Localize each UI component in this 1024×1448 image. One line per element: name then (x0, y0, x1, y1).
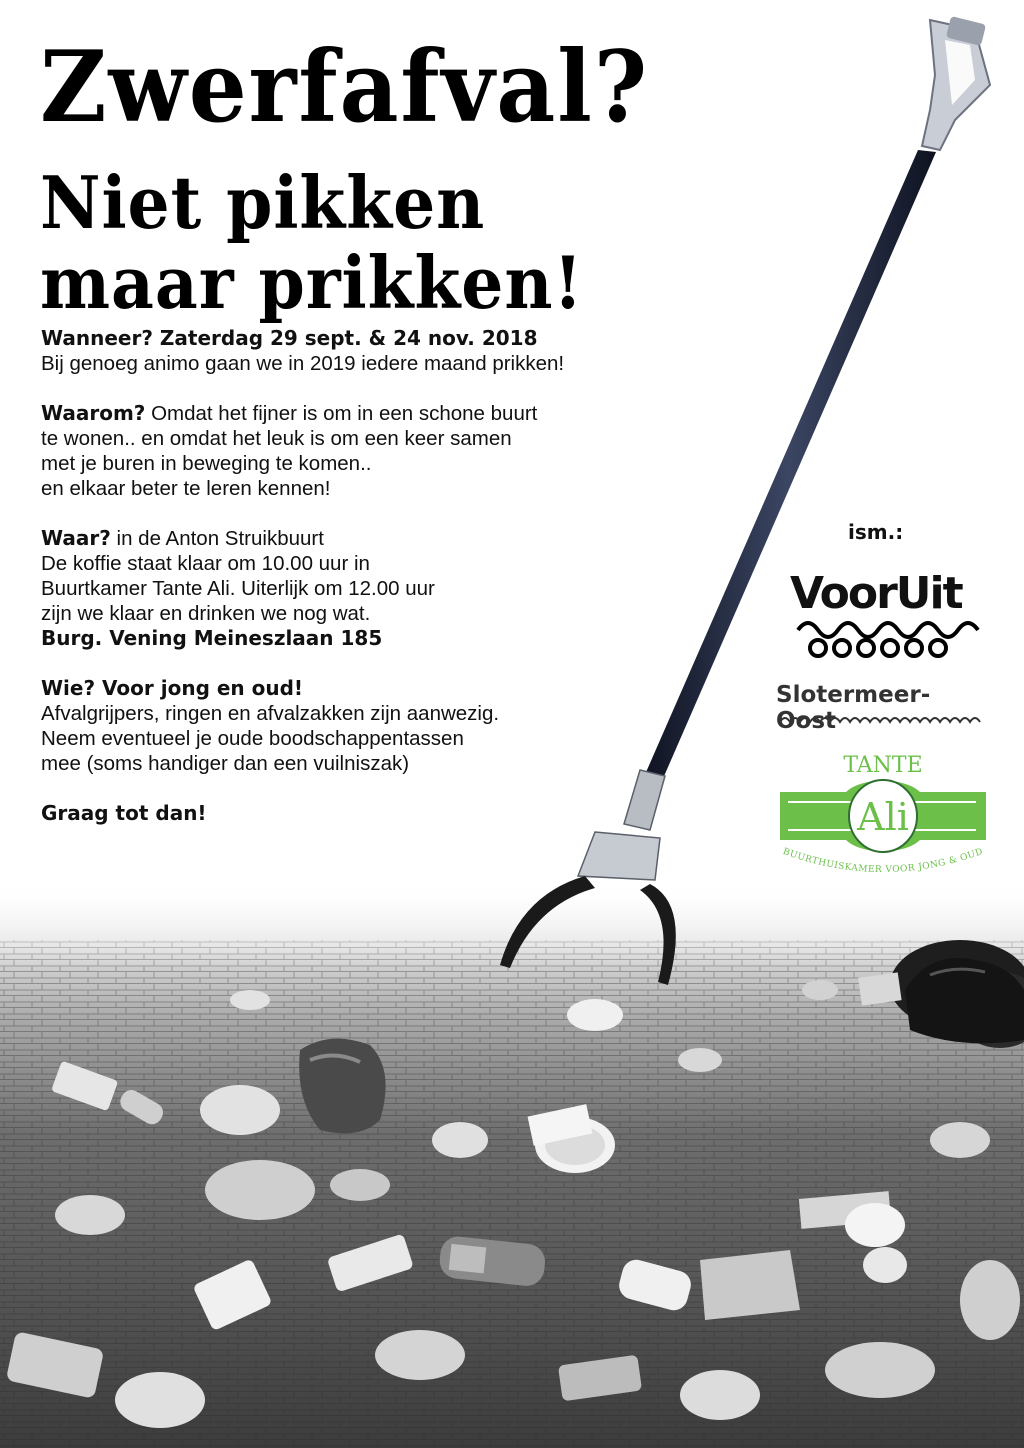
tante-text: TANTE (843, 753, 923, 778)
partners-label: ism.: (848, 520, 904, 544)
where-place: in de Anton Struikbuurt (116, 527, 324, 550)
headline-sub1: Niet pikken (40, 160, 486, 245)
when-note: Bij genoeg animo gaan we in 2019 iedere maand prikken! (41, 352, 565, 375)
tante-ali-emblem-icon (776, 752, 990, 882)
headline-sub2: maar prikken! (40, 240, 584, 325)
headline-main: Zwerfafval? (40, 30, 649, 145)
why-label: Waarom? (41, 401, 146, 425)
slotermeer-oost-logo (776, 682, 990, 732)
why-line-1: Omdat het fijner is om in een schone buurt (151, 402, 538, 425)
voorUit-wave-icon (790, 568, 980, 668)
why-line-3: met je buren in beweging te komen.. (41, 452, 372, 475)
tante-ali-logo (776, 752, 990, 882)
when-heading (41, 326, 661, 351)
voorUit-logo-text: VoorUit (790, 568, 962, 619)
when-label: Wanneer? (41, 326, 153, 350)
slotermeer-logo-text: Slotermeer-Oost (776, 682, 931, 734)
slotermeer-wave-icon (776, 682, 990, 732)
voorUit-logo (790, 568, 980, 668)
closing-text: Graag tot dan! (41, 801, 207, 825)
when-block (41, 326, 661, 376)
where-label: Waar? (41, 526, 111, 550)
why-line-4: en elkaar beter te leren kennen! (41, 477, 331, 500)
when-date: Zaterdag 29 sept. & 24 nov. 2018 (159, 326, 538, 350)
where-line-2: Buurtkamer Tante Ali. Uiterlijk om 12.00 uur (41, 577, 435, 600)
who-heading: Wie? Voor jong en oud! (41, 676, 304, 700)
who-line-1: Afvalgrijpers, ringen en afvalzakken zijn aanwezig. (41, 702, 500, 725)
who-line-2: Neem eventueel je oude boodschappentassen (41, 727, 464, 750)
where-address: Burg. Vening Meineszlaan 185 (41, 626, 383, 650)
ali-text: Ali (857, 795, 909, 839)
where-line-3: zijn we klaar en drinken we nog wat. (41, 602, 371, 625)
where-line-1: De koffie staat klaar om 10.00 uur in (41, 552, 370, 575)
who-line-3: mee (soms handiger dan een vuilniszak) (41, 752, 410, 775)
why-line-2: te wonen.. en omdat het leuk is om een keer samen (41, 427, 512, 450)
where-block (41, 526, 661, 651)
why-block (41, 401, 661, 501)
event-details (41, 326, 661, 826)
who-block (41, 676, 661, 776)
buurthuis-text: BUURTHUISKAMER VOOR JONG & OUD (781, 846, 985, 876)
